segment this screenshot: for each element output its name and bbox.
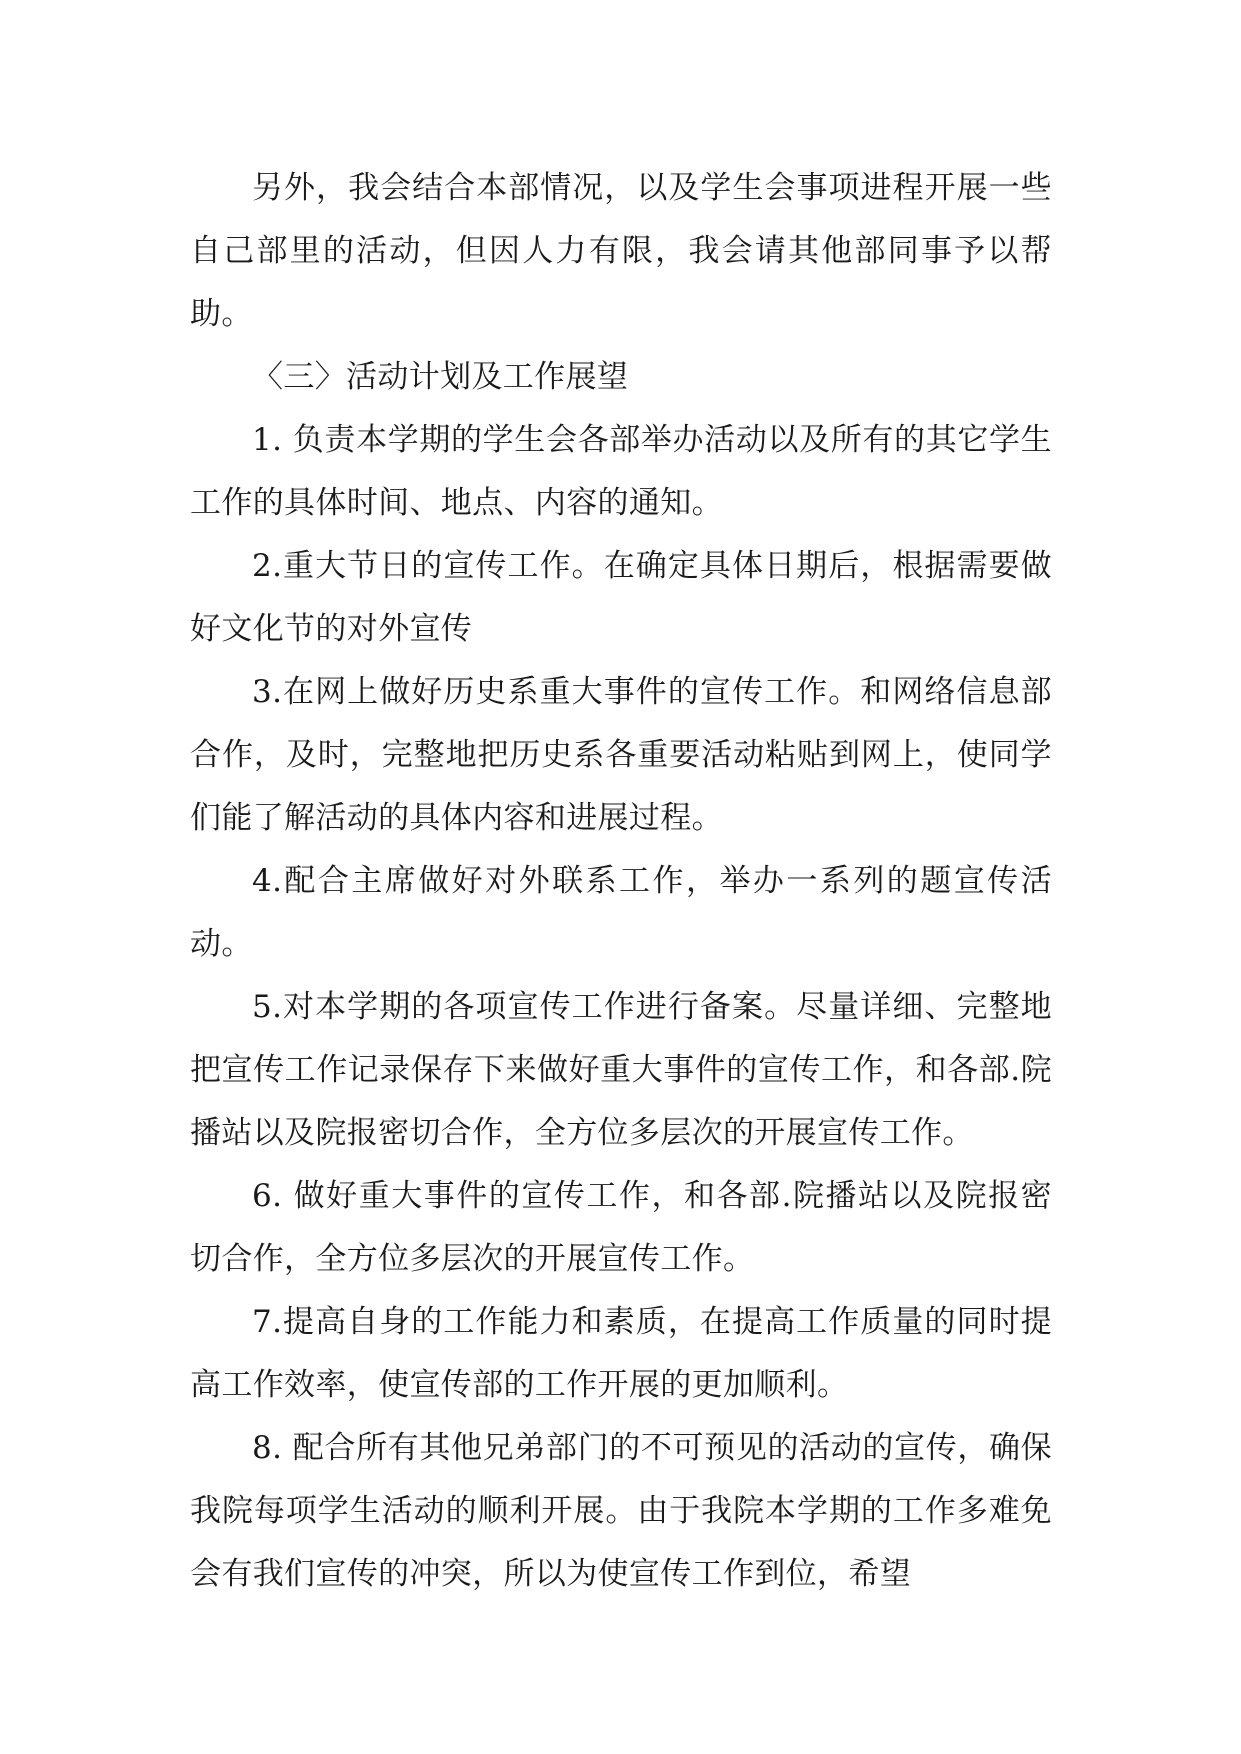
document-body [190, 157, 1052, 1606]
section-heading: 〈三〉活动计划及工作展望 [252, 359, 629, 395]
list-item-2: 2.重大节日的宣传工作。在确定具体日期后，根据需要做好文化节的对外宣传 [190, 548, 1052, 647]
list-item-6: 6. 做好重大事件的宣传工作，和各部.院播站以及院报密切合作，全方位多层次的开展宣传工作。 [190, 1178, 1052, 1277]
list-item-3: 3.在网上做好历史系重大事件的宣传工作。和网络信息部合作，及时，完整地把历史系各重要活动粘贴到网上，使同学们能了解活动的具体内容和进展过程。 [190, 674, 1052, 836]
list-item-4: 4.配合主席做好对外联系工作，举办一系列的题宣传活动。 [190, 863, 1052, 962]
list-item-1: 1. 负责本学期的学生会各部举办活动以及所有的其它学生工作的具体时间、地点、内容的通知。 [190, 422, 1052, 521]
paragraph-intro: 另外，我会结合本部情况，以及学生会事项进程开展一些自己部里的活动，但因人力有限，我会请其他部同事予以帮助。 [190, 170, 1052, 332]
list-item-7: 7.提高自身的工作能力和素质，在提高工作质量的同时提高工作效率，使宣传部的工作开展的更加顺利。 [190, 1304, 1052, 1403]
list-item-5: 5.对本学期的各项宣传工作进行备案。尽量详细、完整地把宣传工作记录保存下来做好重大事件的宣传工作，和各部.院播站以及院报密切合作，全方位多层次的开展宣传工作。 [190, 989, 1052, 1151]
list-item-8: 8. 配合所有其他兄弟部门的不可预见的活动的宣传，确保我院每项学生活动的顺利开展。由于我院本学期的工作多难免会有我们宣传的冲突，所以为使宣传工作到位，希望 [190, 1430, 1052, 1592]
